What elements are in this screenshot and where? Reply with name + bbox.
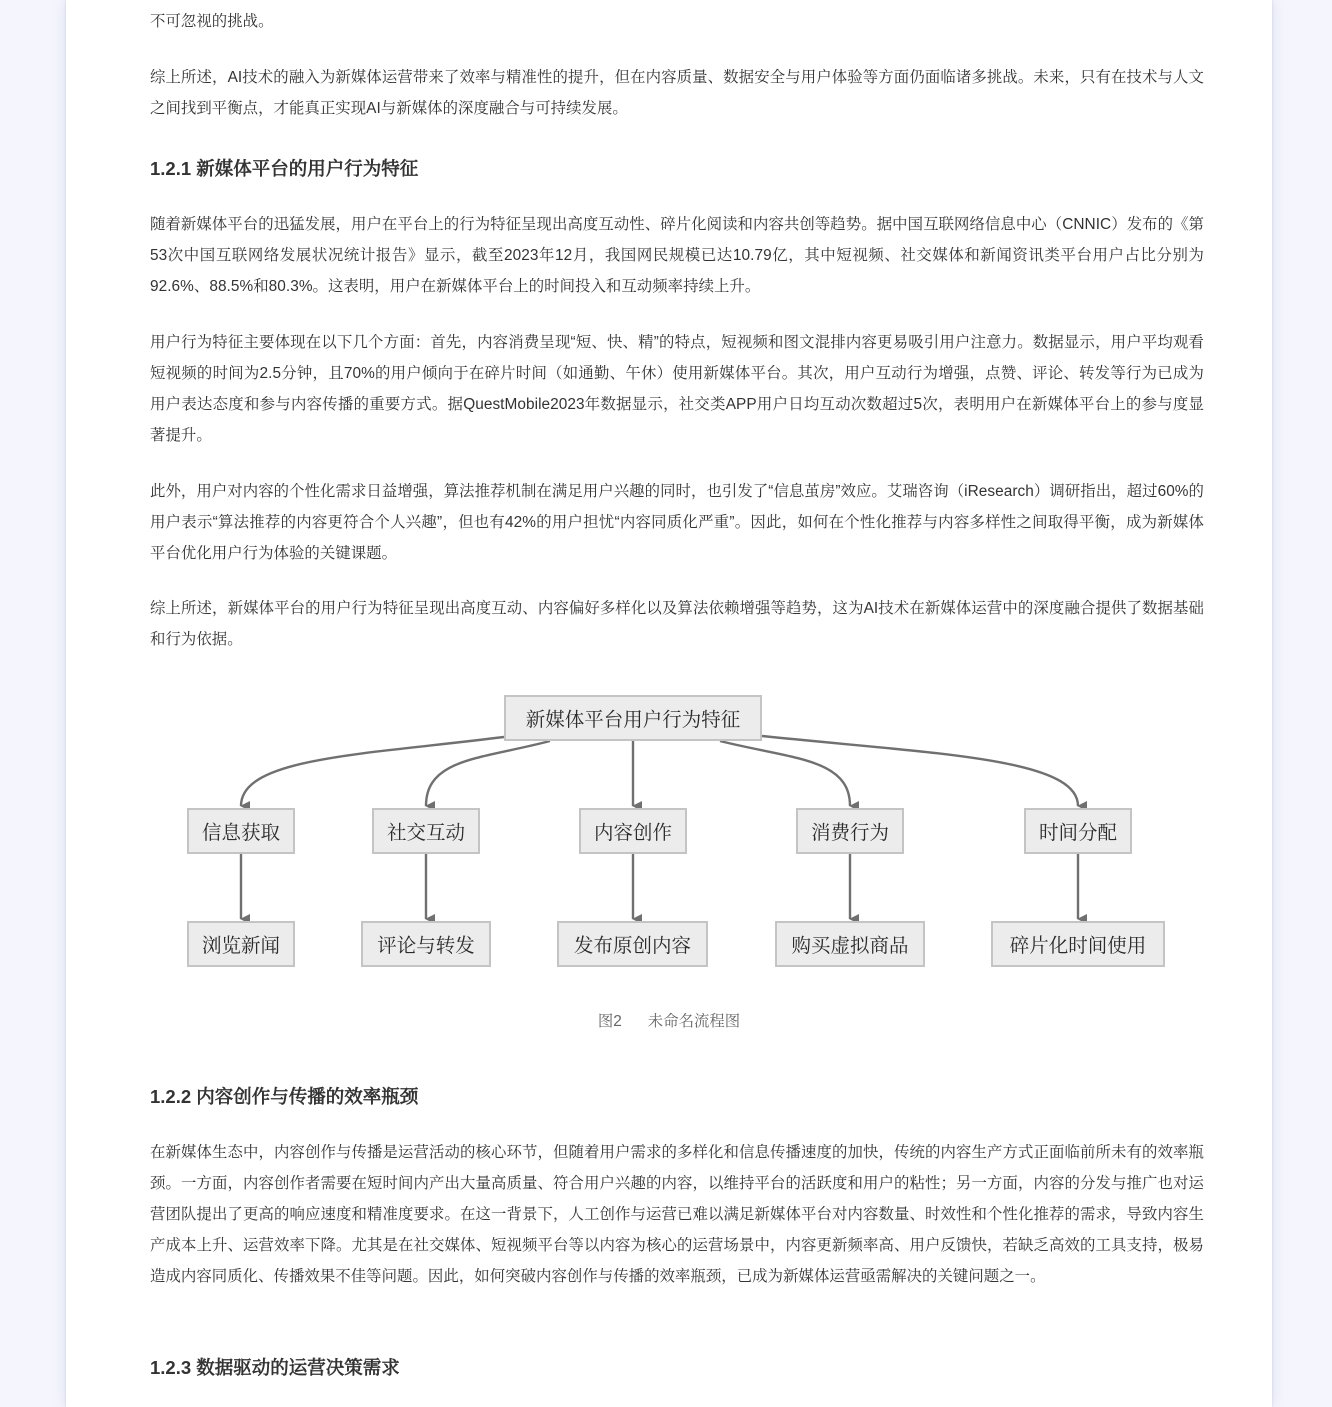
- section-heading-1-2-3: 1.2.3 数据驱动的运营决策需求: [150, 1357, 400, 1378]
- figure-caption-title: 未命名流程图: [647, 1013, 741, 1030]
- flowchart-node-comment-share: 评论与转发: [361, 921, 491, 967]
- paragraph-intro-summary: 综上所述，AI技术的融入为新媒体运营带来了效率与精准性的提升，但在内容质量、数据安全与用户体验等方面仍面临诸多挑战。未来，只有在技术与人文之间找到平衡点，才能真正实现AI与新媒体的深度融合与可持续发展。: [150, 69, 1204, 117]
- figure-caption: [66, 1010, 1272, 1034]
- flowchart-figure: [66, 680, 1272, 980]
- section-heading-1-2-1: 1.2.1 新媒体平台的用户行为特征: [150, 158, 419, 179]
- paragraph-user-behavior-summary: 综上所述，新媒体平台的用户行为特征呈现出高度互动、内容偏好多样化以及算法依赖增强等趋势，这为AI技术在新媒体运营中的深度融合提供了数据基础和行为依据。: [150, 600, 1204, 648]
- flowchart-edge-root-to-category-3: [720, 741, 850, 806]
- document-page: [66, 0, 1272, 1407]
- section-heading-1-2-2: 1.2.2 内容创作与传播的效率瓶颈: [150, 1086, 419, 1107]
- paragraph-personalization: 此外，用户对内容的个性化需求日益增强，算法推荐机制在满足用户兴趣的同时，也引发了“信息茧房”效应。艾瑞咨询（iResearch）调研指出，超过60%的用户表示“算法推荐的内容更符合个人兴趣”，但也有42%的用户担忧“内容同质化严重”。因此，如何在个性化推荐与内容多样性之间取得平衡，成为新媒体平台优化用户行为体验的关键课题。: [150, 483, 1204, 562]
- flowchart-node-time-allocation: 时间分配: [1024, 808, 1132, 854]
- flowchart-node-social-interaction: 社交互动: [372, 808, 480, 854]
- paragraph-user-behavior-intro: 随着新媒体平台的迅猛发展，用户在平台上的行为特征呈现出高度互动性、碎片化阅读和内容共创等趋势。据中国互联网络信息中心（CNNIC）发布的《第53次中国互联网络发展状况统计报告》显示，截至2023年12月，我国网民规模已达10.79亿，其中短视频、社交媒体和新闻资讯类平台用户占比分别为92.6%、88.5%和80.3%。这表明，用户在新媒体平台上的时间投入和互动频率持续上升。: [150, 216, 1204, 295]
- flowchart-root-node: 新媒体平台用户行为特征: [504, 695, 762, 741]
- paragraph-intro-tail: 不可忽视的挑战。: [150, 13, 274, 30]
- paragraph-user-behavior-aspects: 用户行为特征主要体现在以下几个方面：首先，内容消费呈现“短、快、精”的特点，短视频和图文混排内容更易吸引用户注意力。数据显示，用户平均观看短视频的时间为2.5分钟，且70%的用户倾向于在碎片时间（如通勤、午休）使用新媒体平台。其次，用户互动行为增强，点赞、评论、转发等行为已成为用户表达态度和参与内容传播的重要方式。据QuestMobile2023年数据显示，社交类APP用户日均互动次数超过5次，表明用户在新媒体平台上的参与度显著提升。: [150, 334, 1204, 444]
- flowchart-edge-root-to-category-1: [426, 741, 550, 806]
- figure-caption-number: 图2: [597, 1013, 622, 1030]
- flowchart-edge-root-to-category-4: [762, 736, 1078, 806]
- flowchart-node-content-creation: 内容创作: [579, 808, 687, 854]
- flowchart-edge-root-to-category-0: [241, 737, 504, 806]
- flowchart-node-consumption: 消费行为: [796, 808, 904, 854]
- flowchart-node-info-acquisition: 信息获取: [187, 808, 295, 854]
- flowchart-node-fragmented-time: 碎片化时间使用: [991, 921, 1165, 967]
- flowchart-node-browse-news: 浏览新闻: [187, 921, 295, 967]
- paragraph-efficiency-bottleneck: 在新媒体生态中，内容创作与传播是运营活动的核心环节，但随着用户需求的多样化和信息传播速度的加快，传统的内容生产方式正面临前所未有的效率瓶颈。一方面，内容创作者需要在短时间内产出大量高质量、符合用户兴趣的内容，以维持平台的活跃度和用户的粘性；另一方面，内容的分发与推广也对运营团队提出了更高的响应速度和精准度要求。在这一背景下，人工创作与运营已难以满足新媒体平台对内容数量、时效性和个性化推荐的需求，导致内容生产成本上升、运营效率下降。尤其是在社交媒体、短视频平台等以内容为核心的运营场景中，内容更新频率高、用户反馈快，若缺乏高效的工具支持，极易造成内容同质化、传播效果不佳等问题。因此，如何突破内容创作与传播的效率瓶颈，已成为新媒体运营亟需解决的关键问题之一。: [150, 1144, 1204, 1285]
- flowchart-node-buy-virtual-goods: 购买虚拟商品: [775, 921, 925, 967]
- flowchart-node-publish-original: 发布原创内容: [557, 921, 708, 967]
